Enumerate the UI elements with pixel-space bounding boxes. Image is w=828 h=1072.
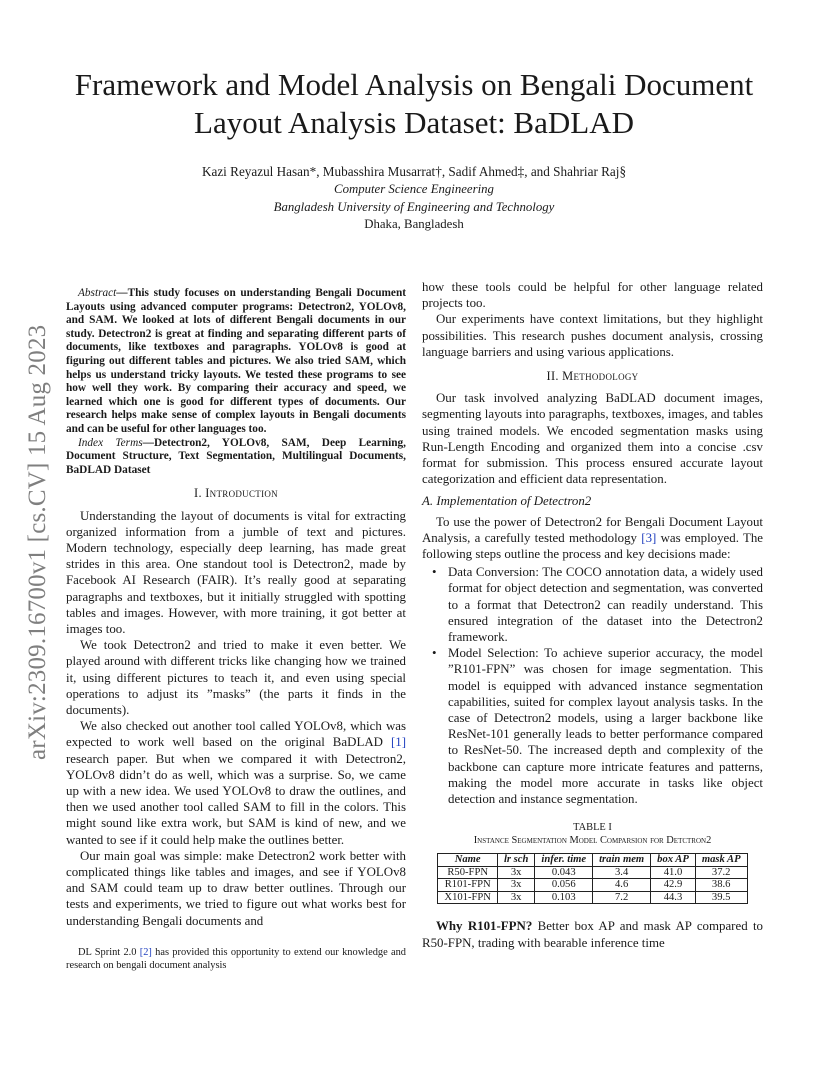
table-row bbox=[438, 879, 747, 892]
table-cell: R50-FPN bbox=[438, 866, 498, 879]
author-list: Kazi Reyazul Hasan*, Mubasshira Musarrat†, Sadif Ahmed‡, and Shahriar Raj§ bbox=[201, 164, 627, 179]
table-cell: 41.0 bbox=[651, 866, 696, 879]
affiliation-university: Bangladesh University of Engineering and Technology bbox=[273, 199, 555, 214]
impl-text-b: was employed. The following steps outline the process and key decisions made: bbox=[422, 530, 764, 562]
methodology-paragraph: Our task involved analyzing BaDLAD document images, segmenting layouts into paragraphs, textboxes, images, and tables using trained models. We encoded segmentation masks using Run-Length Encoding and organized them into a concise .csv format for submission. This process ensured accurate layout categorization and efficient data representation. bbox=[422, 391, 763, 487]
table-cell: 4.6 bbox=[593, 879, 651, 892]
footnote-text-a: DL Sprint 2.0 bbox=[78, 947, 140, 958]
table-header-cell: mask AP bbox=[695, 854, 747, 867]
footnote bbox=[66, 947, 406, 973]
abstract-text: —This study focuses on understanding Bengali Document Layouts using advanced computer programs: Detectron2, YOLOv8, and SAM. We looked at lots of different Bengali documents in our study. Detectron2 is great at finding and separating different parts of documents, like textboxes and paragraphs. YOLOv8 is good at figuring out different tables and pictures. We also tried SAM, which helps us understand tricky layouts. We tested these programs to see how well they work. By comparing their accuracy and speed, we learned which one is good for different types of documents. Our research helps make sense of complex layouts in Bengali documents and can be useful for other languages too. bbox=[66, 287, 406, 435]
right-continuation-paragraph: how these tools could be helpful for other language related projects too. bbox=[422, 280, 763, 311]
table-cell: 3x bbox=[497, 879, 534, 892]
table-title: Instance Segmentation Model Comparsion for Detctron2 bbox=[473, 835, 712, 847]
footnote-text-b: has provided this opportunity to extend our knowledge and research on bengali document analysis bbox=[66, 947, 406, 971]
intro-paragraph-3 bbox=[66, 718, 406, 848]
table-header-row bbox=[438, 854, 747, 867]
intro-p3-text-a: We also checked out another tool called YOLOv8, which was expected to work well based on the original BaDLAD bbox=[66, 719, 406, 750]
section-title: Methodology bbox=[562, 369, 639, 384]
impl-text-a: To use the power of Detectron2 for Bengali Document Layout Analysis, a carefully tested methodology bbox=[422, 514, 763, 545]
table-header-cell: train mem bbox=[593, 854, 651, 867]
affiliation bbox=[60, 181, 768, 234]
section-number: I. bbox=[194, 486, 202, 501]
table-cell: 3x bbox=[497, 891, 534, 904]
table-cell: 39.5 bbox=[695, 891, 747, 904]
subsection-heading-detectron2: A. Implementation of Detectron2 bbox=[422, 494, 592, 509]
intro-paragraph-4: Our main goal was simple: make Detectron2 work better with complicated things like tables and images, and see if YOLOv8 and SAM could team up to draw better outlines. Through our tests and experiments, we tried to figure out what works best for understanding Bengali documents and bbox=[66, 848, 406, 928]
affiliation-city: Dhaka, Bangladesh bbox=[364, 217, 464, 231]
table-cell: 3.4 bbox=[593, 866, 651, 879]
section-heading-methodology bbox=[422, 368, 763, 384]
table-caption bbox=[422, 821, 763, 847]
bullet-item-model-selection: • Model Selection: To achieve superior accuracy, the model ”R101-FPN” was chosen for image segmentation. This model is equipped with advanced instance segmentation capabilities, suited for complex layout analysis tasks. In the case of Detectron2 models, using a larger backbone like ResNet-101 generally leads to better performance compared to ResNet-50. The increased depth and complexity of the backbone can capture more intricate features and patterns, making the model more accurate in tasks like object detection and instance segmentation. bbox=[422, 645, 763, 807]
abstract bbox=[66, 287, 406, 437]
table-cell: 3x bbox=[497, 866, 534, 879]
left-column bbox=[66, 287, 406, 929]
section-number: II. bbox=[546, 369, 559, 384]
citation-link-2[interactable]: [2] bbox=[139, 947, 152, 958]
why-r101-heading: Why R101-FPN? bbox=[436, 919, 533, 934]
table-header-cell: Name bbox=[438, 854, 498, 867]
index-terms bbox=[66, 437, 406, 478]
table-cell: 42.9 bbox=[651, 879, 696, 892]
affiliation-dept: Computer Science Engineering bbox=[334, 182, 494, 196]
table-label: TABLE I bbox=[573, 822, 612, 834]
arxiv-sidebar-stamp: arXiv:2309.16700v1 [cs.CV] 15 Aug 2023 bbox=[24, 324, 51, 760]
table-header-cell: lr sch bbox=[497, 854, 534, 867]
bullet-item-data-conversion: • Data Conversion: The COCO annotation data, a widely used format for object detection and segmentation, was converted to a format that Detectron2 can readily understand. This ensured integration of the dataset into the Detectron2 framework. bbox=[422, 564, 763, 645]
abstract-label: Abstract bbox=[78, 287, 117, 299]
index-terms-label: Index Terms bbox=[78, 436, 143, 449]
table-cell: 44.3 bbox=[651, 891, 696, 904]
intro-paragraph-2: We took Detectron2 and tried to make it even better. We played around with different tricks like changing how we trained it, using different pictures to teach it, and even using special operations to adjust its ”masks” (the parts it finds in the documents). bbox=[66, 638, 406, 717]
citation-link-1[interactable]: [1] bbox=[390, 735, 406, 750]
model-comparison-table bbox=[437, 853, 747, 904]
table-row bbox=[438, 866, 747, 879]
section-title: Introduction bbox=[205, 486, 278, 501]
intro-p3-text-b: research paper. But when we compared it with Detectron2, YOLOv8 didn’t do as well, which was a surprise. So, we came up with a new idea. We used YOLOv8 to draw the outlines, and then we used another tool called SAM to fill in the colors. This might sound like extra work, but SAM is kind of new, and we wanted to see if it could help make the outlines better. bbox=[66, 751, 406, 847]
table-cell: R101-FPN bbox=[438, 879, 498, 892]
table-header-cell: box AP bbox=[651, 854, 696, 867]
table-row bbox=[438, 891, 747, 904]
table-cell: 0.056 bbox=[535, 879, 593, 892]
limitations-paragraph: Our experiments have context limitations, but they highlight possibilities. This research pushes document analysis, crossing language barriers and using various applications. bbox=[422, 312, 763, 359]
steps-bullet-list bbox=[422, 564, 763, 807]
table-cell: 0.103 bbox=[535, 891, 593, 904]
intro-paragraph-1: Understanding the layout of documents is vital for extracting organized information from a jumble of text and pictures. Modern technology, especially deep learning, has made great strides in this area. One standout tool is Detectron2, made by Facebook AI Research (FAIR). It’s really good at separating paragraphs and textboxes, but it initially struggled with spotting tables and images. However, with more training, it got better at images too. bbox=[66, 508, 406, 636]
table-header-cell: infer. time bbox=[535, 854, 593, 867]
why-r101-text: Better box AP and mask AP compared to R50-FPN, trading with bearable inference time bbox=[422, 919, 764, 950]
implementation-paragraph bbox=[422, 514, 763, 563]
section-heading-introduction bbox=[66, 485, 406, 501]
table-cell: 0.043 bbox=[535, 866, 593, 879]
why-r101-paragraph bbox=[422, 918, 763, 950]
table-cell: X101-FPN bbox=[438, 891, 498, 904]
index-terms-text: —Detectron2, YOLOv8, SAM, Deep Learning, Document Structure, Text Segmentation, Multilingual Documents, BaDLAD Dataset bbox=[66, 436, 406, 476]
right-column bbox=[422, 279, 763, 951]
citation-link-3[interactable]: [3] bbox=[641, 530, 657, 545]
table-cell: 7.2 bbox=[593, 891, 651, 904]
paper-title: Framework and Model Analysis on Bengali Document Layout Analysis Dataset: BaDLAD bbox=[74, 67, 754, 140]
table-cell: 37.2 bbox=[695, 866, 747, 879]
table-cell: 38.6 bbox=[695, 879, 747, 892]
